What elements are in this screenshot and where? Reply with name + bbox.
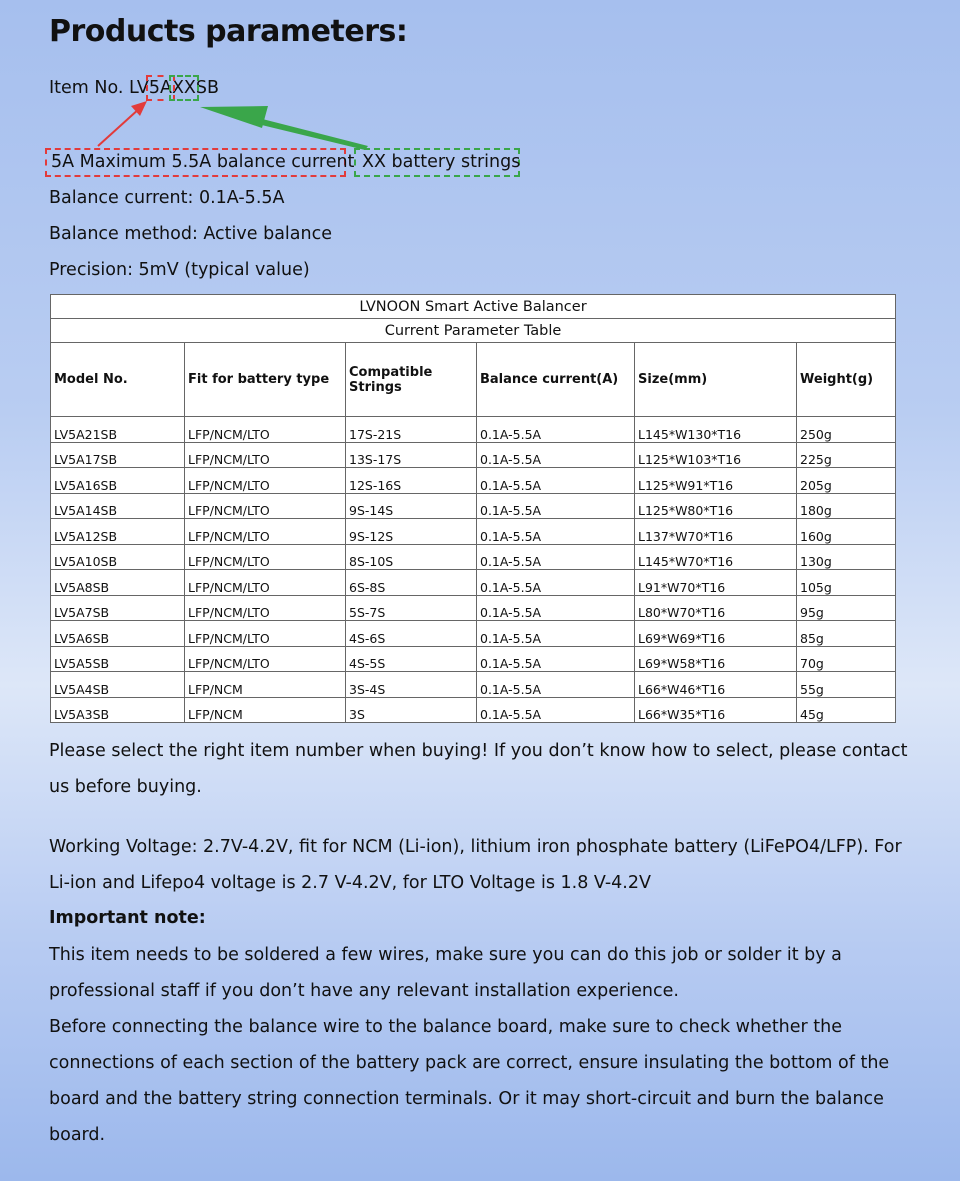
table-cell: 13S-17S <box>346 442 477 468</box>
item-number-prefix: Item No. LV <box>49 78 149 98</box>
connection-note: Before connecting the balance wire to the balance board, make sure to check whether the connections of each section of the battery pack are correct, ensure insulating the bottom of the board and the battery string connection terminals. Or it may short-circuit and burn the balance board. <box>49 1017 890 1145</box>
table-cell: 0.1A-5.5A <box>477 417 635 443</box>
table-cell: LFP/NCM/LTO <box>185 646 346 672</box>
table-cell: LV5A8SB <box>51 570 185 596</box>
table-cell: L125*W80*T16 <box>635 493 797 519</box>
table-row <box>51 595 896 621</box>
table-cell: 0.1A-5.5A <box>477 570 635 596</box>
table-cell: LFP/NCM/LTO <box>185 417 346 443</box>
table-cell: 0.1A-5.5A <box>477 493 635 519</box>
table-cell: LV5A4SB <box>51 672 185 698</box>
table-cell: 0.1A-5.5A <box>477 672 635 698</box>
column-header: Compatible Strings <box>346 343 477 417</box>
table-row <box>51 646 896 672</box>
table-cell: 6S-8S <box>346 570 477 596</box>
table-cell: LFP/NCM/LTO <box>185 570 346 596</box>
table-cell: 9S-14S <box>346 493 477 519</box>
item-number-strings-code: XX <box>171 78 196 98</box>
table-body <box>51 417 896 723</box>
table-cell: LV5A7SB <box>51 595 185 621</box>
table-cell: LFP/NCM/LTO <box>185 442 346 468</box>
column-header: Weight(g) <box>797 343 896 417</box>
table-cell: 0.1A-5.5A <box>477 442 635 468</box>
table-cell: 105g <box>797 570 896 596</box>
table-cell: LV5A14SB <box>51 493 185 519</box>
table-cell: LFP/NCM/LTO <box>185 468 346 494</box>
table-cell: LV5A17SB <box>51 442 185 468</box>
strings-code-legend: XX battery strings <box>354 148 520 177</box>
table-cell: L69*W69*T16 <box>635 621 797 647</box>
table-cell: L145*W70*T16 <box>635 544 797 570</box>
table-cell: LV5A10SB <box>51 544 185 570</box>
voltage-note: Working Voltage: 2.7V-4.2V, fit for NCM (Li-ion), lithium iron phosphate battery (LiFePO4/LFP). For Li-ion and Lifepo4 voltage is 2.7 V-4.2V, for LTO Voltage is 1.8 V-4.2V <box>49 837 902 893</box>
table-cell: 250g <box>797 417 896 443</box>
table-row <box>51 544 896 570</box>
table-cell: L145*W130*T16 <box>635 417 797 443</box>
spec-precision: Precision: 5mV (typical value) <box>49 260 310 280</box>
item-number-suffix: SB <box>195 78 220 98</box>
table-cell: LV5A12SB <box>51 519 185 545</box>
table-cell: 0.1A-5.5A <box>477 519 635 545</box>
table-cell: 4S-6S <box>346 621 477 647</box>
table-cell: LFP/NCM/LTO <box>185 519 346 545</box>
table-cell: 205g <box>797 468 896 494</box>
table-cell: L66*W35*T16 <box>635 697 797 723</box>
table-cell: 180g <box>797 493 896 519</box>
table-cell: LV5A21SB <box>51 417 185 443</box>
table-cell: 4S-5S <box>346 646 477 672</box>
table-title: LVNOON Smart Active Balancer <box>51 295 896 319</box>
table-subtitle: Current Parameter Table <box>51 319 896 343</box>
table-cell: L91*W70*T16 <box>635 570 797 596</box>
table-cell: 85g <box>797 621 896 647</box>
table-cell: LFP/NCM/LTO <box>185 544 346 570</box>
item-number-current-code: 5A <box>148 78 172 98</box>
solder-note: This item needs to be soldered a few wires, make sure you can do this job or solder it by a professional staff if you don’t have any relevant installation experience. <box>49 945 842 1001</box>
parameter-table <box>50 294 896 723</box>
table-cell: LFP/NCM <box>185 672 346 698</box>
table-cell: LFP/NCM/LTO <box>185 595 346 621</box>
page-title: Products parameters: <box>49 14 408 49</box>
red-arrow <box>98 108 140 146</box>
table-cell: 8S-10S <box>346 544 477 570</box>
table-cell: L125*W91*T16 <box>635 468 797 494</box>
table-cell: LV5A5SB <box>51 646 185 672</box>
important-heading: Important note: <box>49 908 206 928</box>
table-cell: LV5A16SB <box>51 468 185 494</box>
table-cell: 0.1A-5.5A <box>477 595 635 621</box>
table-cell: 9S-12S <box>346 519 477 545</box>
table-cell: L69*W58*T16 <box>635 646 797 672</box>
column-header: Fit for battery type <box>185 343 346 417</box>
table-row <box>51 672 896 698</box>
table-row <box>51 570 896 596</box>
current-code-legend: 5A Maximum 5.5A balance current <box>45 148 346 177</box>
table-cell: L80*W70*T16 <box>635 595 797 621</box>
table-cell: LFP/NCM <box>185 697 346 723</box>
table-row <box>51 417 896 443</box>
selection-note: Please select the right item number when buying! If you don’t know how to select, please contact us before buying. <box>49 741 908 797</box>
table-row <box>51 519 896 545</box>
table-cell: 0.1A-5.5A <box>477 544 635 570</box>
column-header: Model No. <box>51 343 185 417</box>
table-cell: 0.1A-5.5A <box>477 621 635 647</box>
table-cell: 95g <box>797 595 896 621</box>
table-cell: 5S-7S <box>346 595 477 621</box>
table-cell: 130g <box>797 544 896 570</box>
table-cell: LV5A6SB <box>51 621 185 647</box>
table-cell: 0.1A-5.5A <box>477 468 635 494</box>
table-row <box>51 697 896 723</box>
table-cell: LV5A3SB <box>51 697 185 723</box>
table-row <box>51 442 896 468</box>
table-cell: L66*W46*T16 <box>635 672 797 698</box>
column-header: Balance current(A) <box>477 343 635 417</box>
table-cell: 3S-4S <box>346 672 477 698</box>
table-cell: 0.1A-5.5A <box>477 697 635 723</box>
table-cell: LFP/NCM/LTO <box>185 493 346 519</box>
spec-balance-current: Balance current: 0.1A-5.5A <box>49 188 285 208</box>
table-cell: 17S-21S <box>346 417 477 443</box>
table-cell: 70g <box>797 646 896 672</box>
spec-balance-method: Balance method: Active balance <box>49 224 332 244</box>
table-row <box>51 468 896 494</box>
table-row <box>51 621 896 647</box>
green-arrowhead <box>200 106 268 128</box>
table-cell: 3S <box>346 697 477 723</box>
table-cell: 160g <box>797 519 896 545</box>
table-cell: 55g <box>797 672 896 698</box>
table-cell: L137*W70*T16 <box>635 519 797 545</box>
table-cell: LFP/NCM/LTO <box>185 621 346 647</box>
table-cell: 45g <box>797 697 896 723</box>
table-cell: 225g <box>797 442 896 468</box>
table-cell: 12S-16S <box>346 468 477 494</box>
table-cell: 0.1A-5.5A <box>477 646 635 672</box>
table-cell: L125*W103*T16 <box>635 442 797 468</box>
column-header: Size(mm) <box>635 343 797 417</box>
table-row <box>51 493 896 519</box>
